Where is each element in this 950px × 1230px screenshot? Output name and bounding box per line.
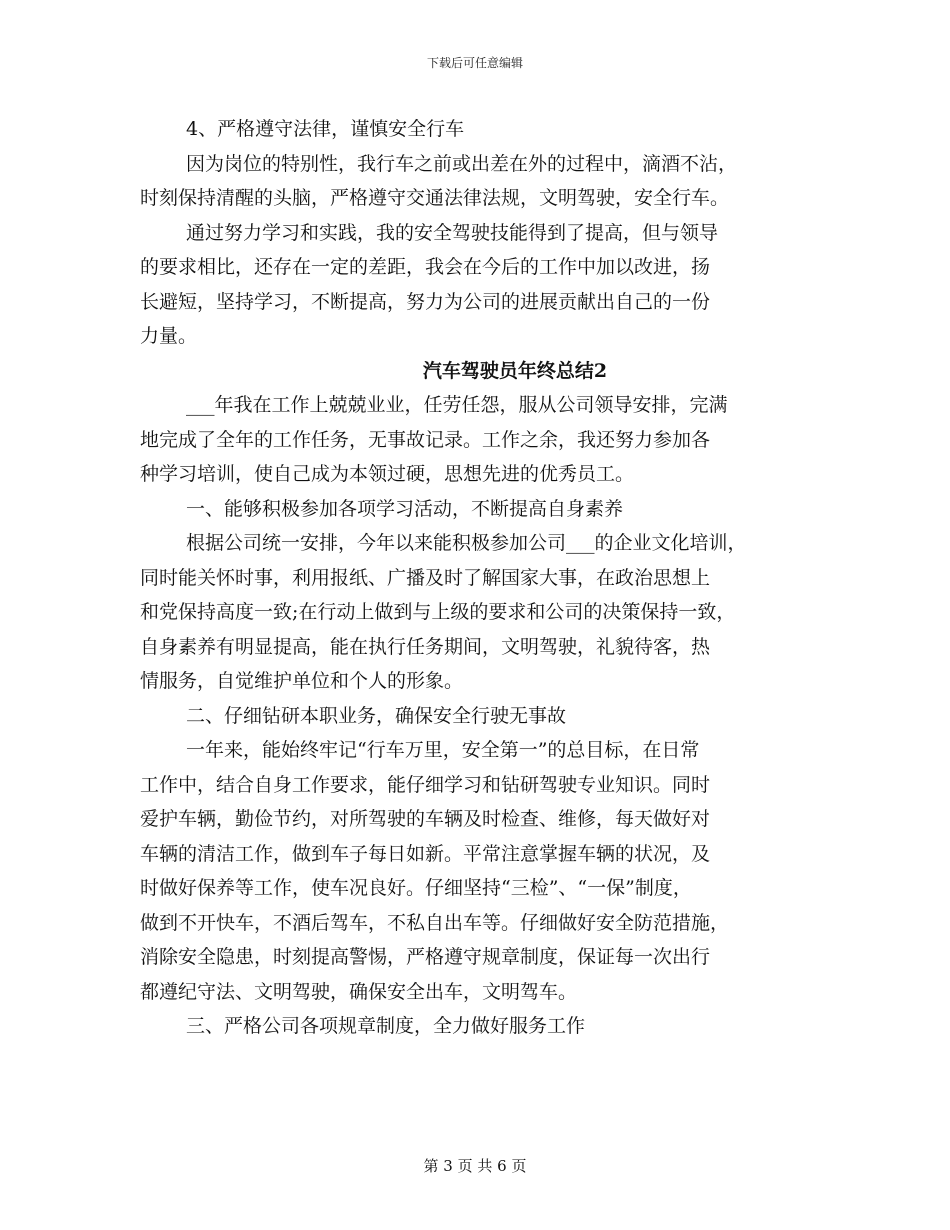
section-heading: 一、能够积极参加各项学习活动，不断提高自身素养	[186, 497, 624, 520]
section-heading: 二、仔细钻研本职业务，确保安全行驶无事故	[186, 704, 567, 727]
section-heading: 4、严格遵守法律，谨慎安全行车	[186, 118, 465, 140]
paragraph-line: 种学习培训，使自己成为本领过硬，思想先进的优秀员工。	[140, 463, 635, 485]
paragraph-line: 根据公司统一安排，今年以来能积极参加公司___的企业文化培训，	[186, 532, 747, 554]
paragraph-line: 因为岗位的特别性，我行车之前或出差在外的过程中，滴酒不沾，	[186, 152, 738, 175]
paragraph-line: 时刻保持清醒的头脑，严格遵守交通法律法规，文明驾驶，安全行车。	[140, 187, 730, 209]
paragraph-line: 都遵纪守法、文明驾驶，确保安全出车，文明驾车。	[140, 980, 578, 1003]
paragraph-line: 一年来，能始终牢记“行车万里，安全第一”的总目标，在日常	[186, 739, 700, 761]
paragraph-line: 工作中，结合自身工作要求，能仔细学习和钻研驾驶专业知识。同时	[140, 773, 711, 796]
paragraph-line: 通过努力学习和实践，我的安全驾驶技能得到了提高，但与领导	[186, 221, 719, 244]
paragraph-line: 消除安全隐患，时刻提高警惕，严格遵守规章制度，保证每一次出行	[140, 946, 711, 968]
paragraph-line: ___年我在工作上兢兢业业，任劳任怨，服从公司领导安排，完满	[186, 394, 728, 416]
paragraph-line: 力量。	[140, 325, 198, 347]
document-body	[140, 112, 820, 1044]
paragraph-line: 长避短，坚持学习，不断提高，努力为公司的进展贡献出自己的一份	[140, 290, 711, 313]
paragraph-line: 做到不开快车，不酒后驾车，不私自出车等。仔细做好安全防范措施，	[140, 911, 730, 934]
paragraph-line: 的要求相比，还存在一定的差距，我会在今后的工作中加以改进，扬	[140, 256, 711, 278]
paragraph-line: 地完成了全年的工作任务，无事故记录。工作之余，我还努力参加各	[140, 428, 711, 451]
section-heading: 三、严格公司各项规章制度，全力做好服务工作	[186, 1015, 586, 1037]
paragraph-line: 爱护车辆，勤俭节约，对所驾驶的车辆及时检查、维修，每天做好对	[140, 808, 711, 830]
paragraph-line: 情服务，自觉维护单位和个人的形象。	[140, 670, 464, 692]
page-number: 第 3 页 共 6 页	[423, 1157, 527, 1175]
paragraph-line: 车辆的清洁工作，做到车子每日如新。平常注意掌握车辆的状况，及	[140, 842, 711, 865]
paragraph-line: 自身素养有明显提高，能在执行任务期间，文明驾驶，礼貌待客，热	[140, 635, 711, 658]
page-header: 下载后可任意编辑	[426, 56, 523, 70]
paragraph-line: 和党保持高度一致;在行动上做到与上级的要求和公司的决策保持一致，	[140, 601, 736, 623]
paragraph-line: 时做好保养等工作，使车况良好。仔细坚持“三检”、“一保”制度，	[140, 877, 692, 899]
document-title: 汽车驾驶员年终总结2	[422, 359, 608, 382]
paragraph-line: 同时能关怀时事，利用报纸、广播及时了解国家大事，在政治思想上	[140, 566, 711, 589]
